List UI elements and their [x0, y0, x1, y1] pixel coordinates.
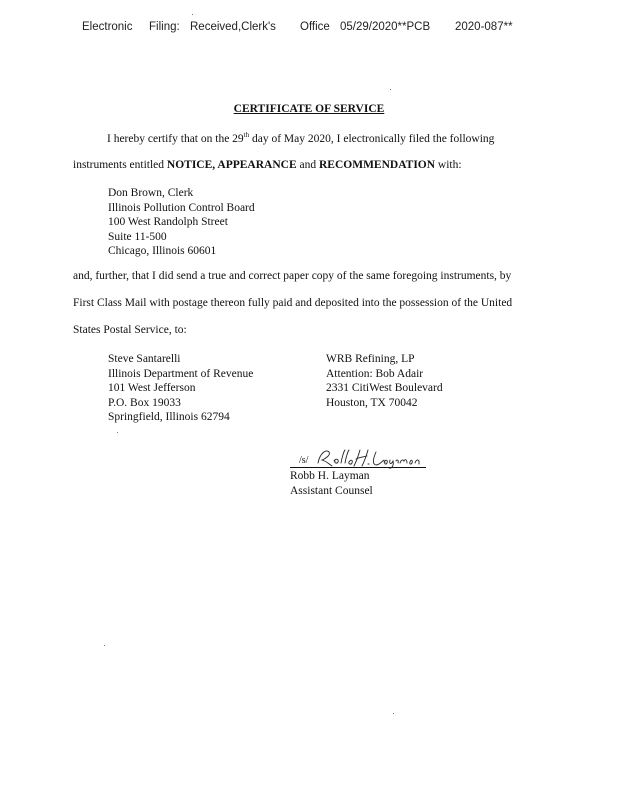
signature-prefix: /s/ [299, 455, 309, 466]
recipient-revenue-block [108, 352, 253, 425]
address-line: Attention: Bob Adair [326, 367, 424, 380]
stamp-received: Received,Clerk's [190, 21, 276, 33]
clerk-address-block [108, 186, 255, 259]
scan-speck [104, 645, 105, 646]
address-line: 100 West Randolph Street [108, 216, 228, 228]
certificate-title: CERTIFICATE OF SERVICE [233, 103, 385, 115]
para2-line3: States Postal Service, to: [73, 324, 187, 336]
scan-speck [390, 89, 391, 90]
address-line: Illinois Pollution Control Board [108, 201, 255, 214]
address-line: Illinois Department of Revenue [108, 367, 254, 380]
scan-speck [117, 432, 118, 433]
stamp-case-number: 2020-087** [455, 21, 513, 33]
stamp-date: 05/29/2020**PCB [340, 21, 431, 33]
address-line: Steve Santarelli [108, 353, 181, 365]
handwritten-signature [316, 447, 426, 469]
para1-line1-start: I hereby certify that on the 29 [107, 132, 244, 145]
para1-line2-and: and [296, 159, 319, 171]
address-line: WRB Refining, LP [326, 353, 415, 365]
address-line: 2331 CitiWest Boulevard [326, 382, 443, 394]
instrument-names: NOTICE, APPEARANCE [166, 159, 297, 171]
ordinal-suffix: th [243, 131, 250, 139]
para1-line2-end: with: [435, 159, 462, 171]
address-line: P.O. Box 19033 [108, 396, 181, 409]
signer-name: Robb H. Layman [290, 470, 370, 482]
scan-speck [393, 713, 394, 714]
para1-line2 [73, 159, 462, 171]
stamp-office: Office [300, 21, 330, 33]
address-line: 101 West Jefferson [108, 382, 196, 394]
para2-line2: First Class Mail with postage thereon fully paid and deposited into the possession of the United [73, 297, 513, 309]
filing-stamp [0, 21, 618, 37]
stamp-electronic: Electronic [82, 21, 133, 33]
address-line: Suite 11-500 [108, 230, 167, 243]
address-line: Don Brown, Clerk [108, 187, 194, 199]
stamp-filing: Filing: [149, 21, 180, 33]
address-line: Houston, TX 70042 [326, 396, 418, 409]
instrument-recommendation: RECOMMENDATION [318, 159, 436, 171]
recipient-wrb-block [326, 352, 443, 410]
para1-line1 [107, 131, 494, 145]
scan-speck [192, 14, 193, 15]
para1-line1-end: day of May 2020, I electronically filed the following [249, 132, 495, 145]
address-line: Springfield, Illinois 62794 [108, 411, 230, 423]
address-line: Chicago, Illinois 60601 [108, 245, 217, 257]
para1-line2-start: instruments entitled [73, 159, 167, 171]
para2-line1: and, further, that I did send a true and correct paper copy of the same foregoing instruments, by [73, 270, 512, 282]
signer-title: Assistant Counsel [290, 485, 373, 497]
